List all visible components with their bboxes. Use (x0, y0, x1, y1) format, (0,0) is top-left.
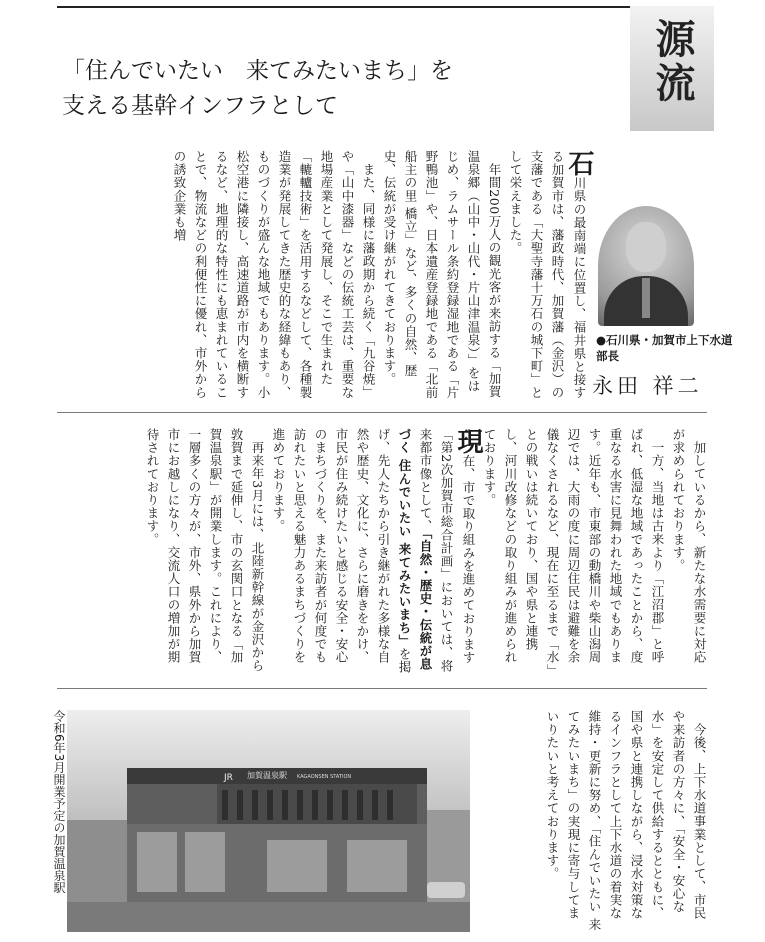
top-rule (57, 6, 675, 8)
body-mid-p2: 再来年3月には、北陸新幹線が金沢から敦賀まで延伸し、市の玄関口となる「加賀温泉駅」が開業します。これにより、一層多くの方々が、市外、県外から加賀市にお越しになり、交流人口の増加が期待されております。 (145, 428, 265, 672)
title-line-2: 支える基幹インフラとして (62, 93, 338, 119)
section-label-box (630, 6, 714, 131)
body-top-p3: また、同様に藩政期から続く「九谷焼」や「山中漆器」などの伝統工芸は、重要な地場産業として発展し、そこで生まれた「轆轤技術」を活用するなどして、各種製造業が発展してきた歴史的な経緯もあり、ものづくりが盛んな地域でもあります。小松空港に隣接し、高速道路が市内を横断するなど、地理的な特性にも恵まれていることで、物流などの利便性に優れ、市外からの誘致企業も増 (172, 150, 376, 399)
lead-char-2: 現 (453, 428, 483, 455)
author-name: 永田 祥二 (592, 374, 703, 398)
author-role: ●石川県・加賀市上下水道 部長 (596, 333, 733, 363)
row-separator-1 (57, 412, 707, 413)
body-mid-p0: 加しているから、新たな水需要に対応が求められております。 (671, 428, 707, 664)
lead-char-1: 石 (564, 150, 594, 177)
body-bottom-p1: 今後、上下水道事業として、市民や来訪者の方々に、「安全・安心な水」を安定して供給するとともに、国や県と連携しながら、浸水対策なるインフラとして上下水道の着実な維持・更新に努め、「住んでいたい 来てみたいまち」の実現に寄与してまいりたいと考えております。 (545, 710, 707, 932)
portrait-tie (642, 278, 650, 318)
station-sign-en: KAGAONSEN STATION (297, 774, 352, 780)
station-illustration (67, 710, 470, 932)
photo-caption: 令和6年3月開業予定の加賀温泉駅 (52, 710, 66, 894)
section-label: 源流 (649, 18, 695, 106)
body-middle (60, 428, 710, 676)
body-mid-p1: 現在、市で取り組みを進めております「第2次加賀市総合計画」においては、将来都市像として、「自然・歴史・伝統が息づく 住んでいたい 来てみたいまち」を掲げ、先人たちから引き継がれた多様な自然や歴史、文化に、さらに磨きをかけ、市民が住み続けたいと感じる安全・安心のまちづくりを、また来訪者が何度でも訪れたいと思える魅力あるまちづくりを進めております。 (271, 428, 483, 674)
station-sign: 加賀温泉駅 (247, 771, 287, 780)
body-mid-p0b: 一方、当地は古来より「江沼郡」と呼ばれ、低湿な地域であったことから、度重なる水害に見舞われた地域でもあります。近年も、市東部の動橋川や柴山潟周辺では、大雨の度に周辺住民は避難を余儀なくされるなど、現在に至るまで「水」との戦いは続いており、国や県と連携し、河川改修などの取り組みが進められております。 (482, 428, 665, 671)
title-line-1: 「住んでいたい 来てみたいまち」を (62, 58, 453, 84)
portrait-head (626, 222, 666, 272)
body-top (60, 150, 594, 400)
body-top-p2: 年間200万人の観光客が来訪する「加賀温泉郷（山中・山代・片山津温泉）」をはじめ、ラムサール条約登録湿地である「片野鴨池」や、日本遺産登録地である「北前船主の里 橋立」など、多くの自然、歴史、伝統が受け継がれてきております。 (382, 150, 502, 399)
row-separator-2 (57, 688, 707, 689)
jr-mark: JR (224, 773, 233, 783)
station-photo (67, 710, 470, 932)
city-vision: 「自然・歴史・伝統が息づく 住んでいたい 来てみたいまち」 (397, 428, 433, 671)
body-top-p1: 石川県の最南端に位置し、福井県と接する加賀市は、藩政時代、加賀藩（金沢）の支藩である「大聖寺藩十万石の城下町」として栄えました。 (508, 150, 594, 400)
author-portrait (598, 206, 694, 326)
article-title (62, 54, 453, 124)
body-bottom (500, 710, 710, 932)
